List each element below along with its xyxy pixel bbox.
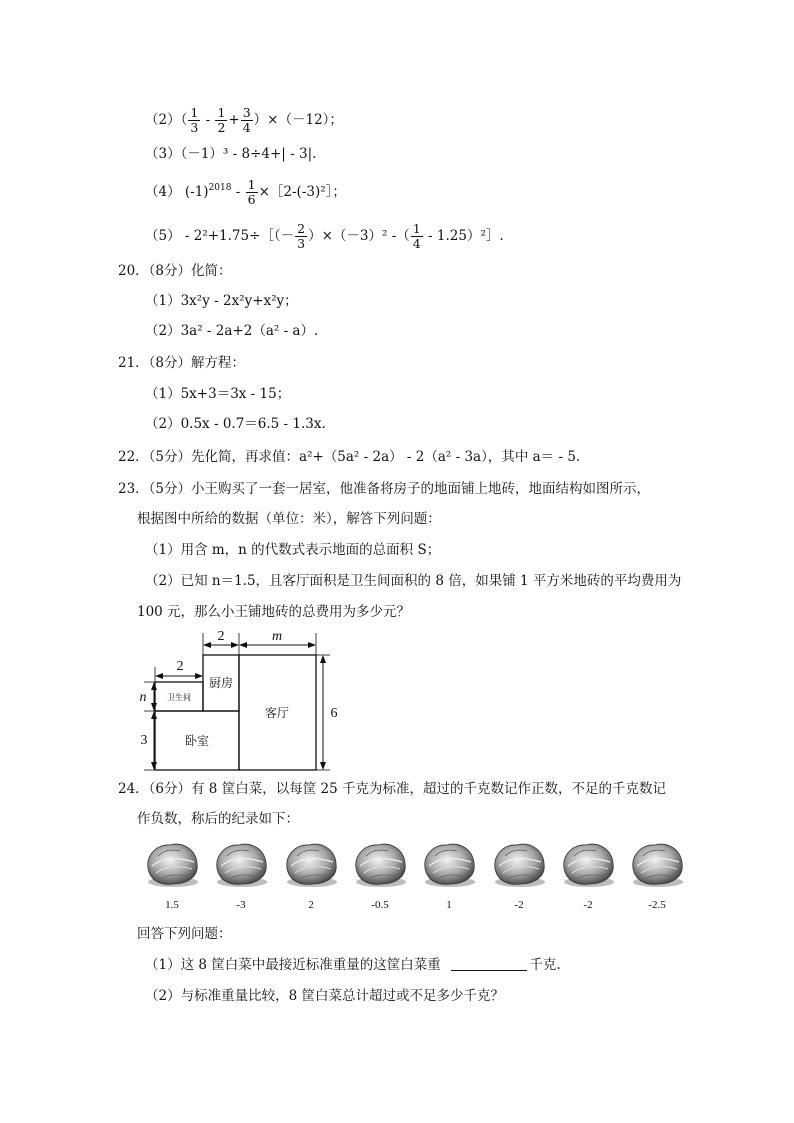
q23-heading: 23．（5分）小王购买了一套一居室，他准备将房子的地面铺上地砖，地面结构如图所示，: [118, 481, 651, 497]
q24-part1: （1）这 8 筐白菜中最接近标准重量的这筐白菜重 千克.: [145, 957, 561, 973]
label-n: n: [139, 690, 147, 705]
label-living: 客厅: [264, 706, 290, 720]
q19-part5: （5） - 2²+1.75÷［（－ $\frac{2}{3}$ ）×（－3）² -（ $\frac{1}{4}$ - 1.25）²］.: [145, 221, 504, 251]
cabbage-value-label: -2: [514, 899, 524, 911]
fraction: $\frac{1}{2}$: [217, 105, 226, 135]
q23-continuation: 根据图中所给的数据（单位：米），解答下列问题：: [137, 511, 441, 527]
fraction: $\frac{1}{3}$: [190, 105, 199, 135]
q23-part2-line1: （2）已知 n＝1.5，且客厅面积是卫生间面积的 8 倍，如果铺 1 平方米地砖的平均费用为: [145, 573, 682, 589]
q20-part1: （1）3x²y - 2x²y+x²y；: [145, 293, 298, 309]
q20-part2: （2）3a² - 2a+2（a² - a）.: [145, 323, 319, 339]
q22-text: 22．（5分）先化简，再求值：a²+（5a² - 2a） - 2（a² - 3a），其中 a＝ - 5.: [118, 449, 581, 465]
label-6: 6: [330, 706, 338, 721]
cabbage-icon: [421, 838, 477, 890]
fraction: $\frac{2}{3}$: [297, 221, 306, 251]
cabbage-icon: [283, 838, 339, 890]
cabbage-icon: [213, 838, 269, 890]
label-kitchen: 厨房: [208, 676, 234, 690]
label-top-2: 2: [217, 629, 225, 644]
fraction: $\frac{3}{4}$: [242, 105, 251, 135]
q19-part4: （4） $(-1)^{2018}$ - $\frac{1}{6}$ ×［2-(-3)²］；: [145, 177, 346, 207]
cabbage-value-label: 1: [446, 899, 452, 911]
q21-part2: （2）0.5x - 0.7＝6.5 - 1.3x.: [145, 416, 326, 432]
q24-heading: 24．（6分）有 8 筐白菜，以每筐 25 千克为标准，超过的千克数记作正数，不足的千克数记: [118, 781, 666, 797]
label-left-2: 2: [176, 659, 184, 674]
floor-plan-diagram: [130, 625, 345, 775]
label-bedroom: 卧室: [184, 734, 210, 748]
cabbage-value-label: 2: [308, 899, 314, 911]
q24-answer-prompt: 回答下列问题：: [137, 926, 232, 942]
cabbage-icon: [352, 838, 408, 890]
q23-part2-line2: 100 元，那么小王铺地砖的总费用为多少元？: [137, 604, 411, 620]
q24-continuation: 作负数，称后的纪录如下：: [137, 811, 299, 827]
q23-part1: （1）用含 m，n 的代数式表示地面的总面积 S；: [145, 542, 441, 558]
q20-heading: 20．（8分）化简：: [118, 263, 232, 279]
cabbage-icon: [560, 838, 616, 890]
cabbage-value-label: -2: [583, 899, 593, 911]
label-3: 3: [140, 733, 148, 748]
q19-part2: （2）（ $\frac{1}{3}$ - $\frac{1}{2}$ + $\frac{3}{4}$ ）×（－12）；: [145, 105, 343, 135]
cabbage-icon: [629, 838, 685, 890]
cabbage-value-label: 1.5: [165, 899, 179, 911]
q21-heading: 21．（8分）解方程：: [118, 355, 246, 371]
fraction: $\frac{1}{4}$: [412, 221, 421, 251]
label-bathroom: 卫生间: [167, 693, 191, 702]
cabbage-icon: [144, 838, 200, 890]
cabbage-value-label: -2.5: [648, 899, 666, 911]
q21-part1: （1）5x+3＝3x - 15；: [145, 386, 291, 402]
answer-blank[interactable]: [451, 956, 527, 971]
fraction: $\frac{1}{6}$: [247, 177, 256, 207]
cabbage-icon: [491, 838, 547, 890]
cabbage-value-label: -3: [236, 899, 246, 911]
q19-part3: （3）（－1）³ - 8÷4+| - 3|.: [145, 146, 317, 162]
label-top-m: m: [271, 629, 283, 644]
q24-part2: （2）与标准重量比较，8 筐白菜总计超过或不足多少千克？: [145, 988, 504, 1004]
cabbage-value-label: -0.5: [371, 899, 389, 911]
